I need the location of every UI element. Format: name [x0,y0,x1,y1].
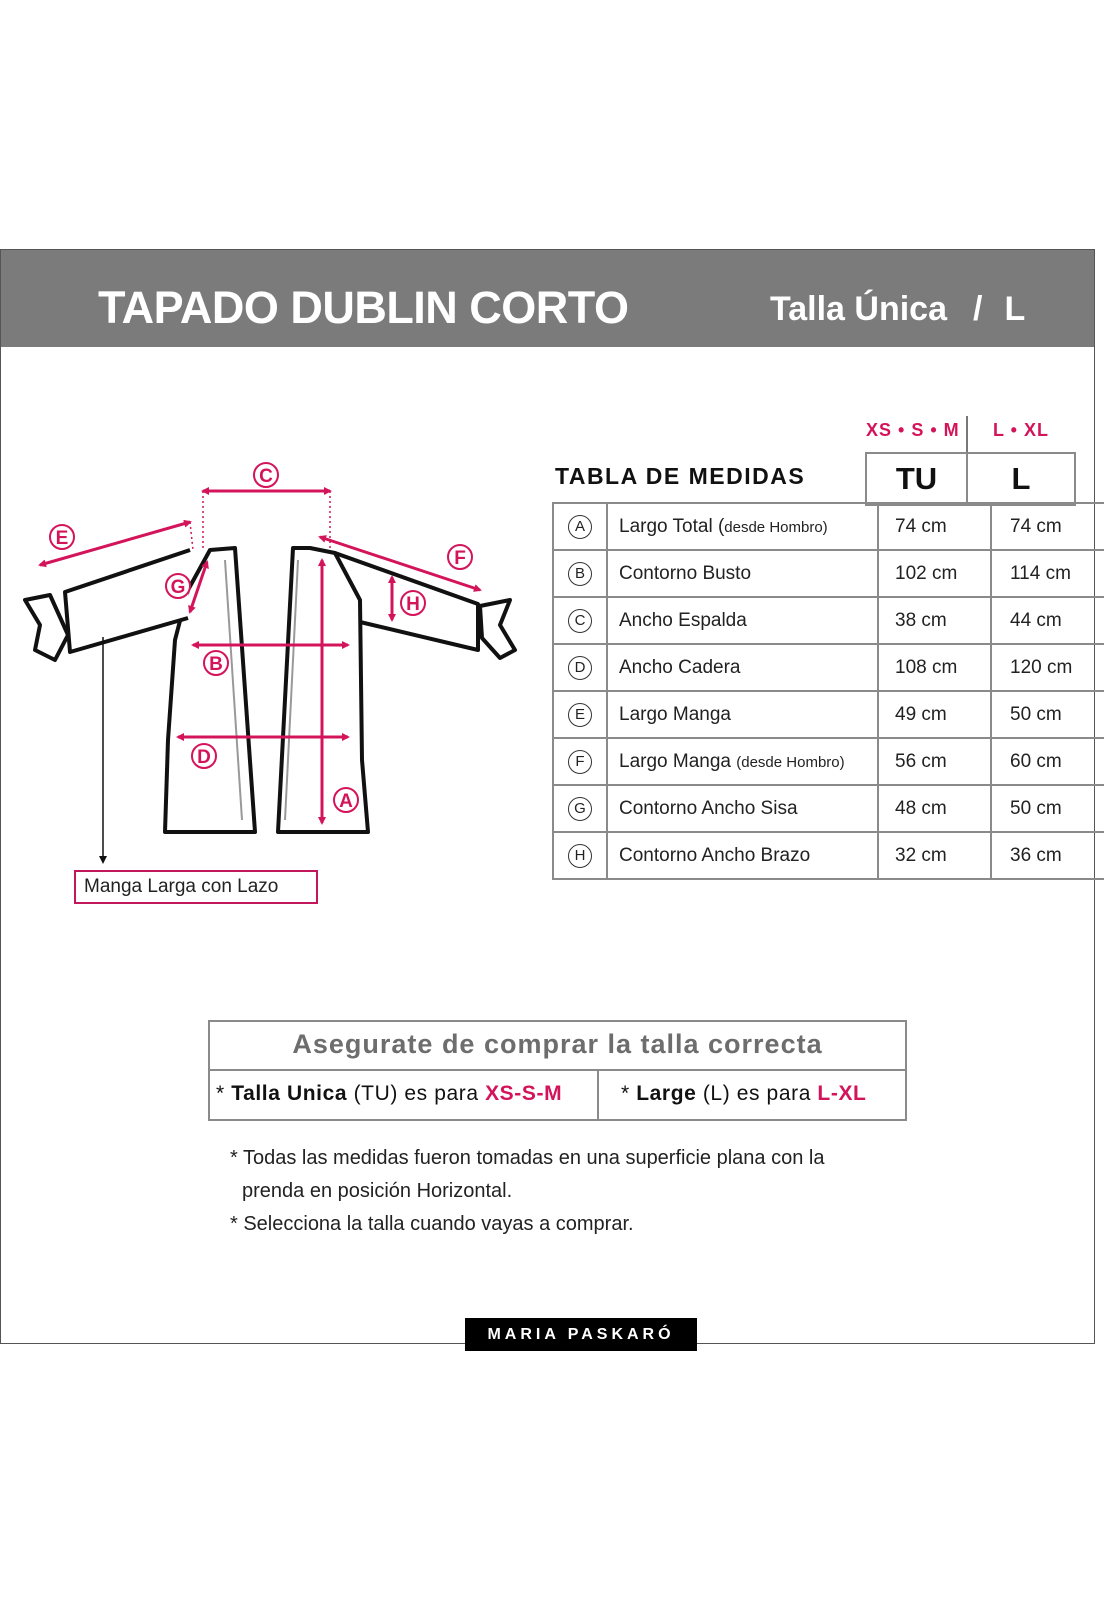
tu-size-range: XS • S • M [866,420,960,440]
marker-c-label: C [259,466,273,487]
row-label-cell [607,832,878,879]
product-title: TAPADO DUBLIN CORTO [98,282,629,333]
table-row [553,691,1104,738]
table-row [553,644,1104,691]
row-letter-badge: B [568,562,592,586]
row-letter-cell [553,597,607,644]
guidance-title: Asegurate de comprar la talla correcta [210,1022,905,1071]
guidance-tu-text: (TU) es para [347,1082,486,1105]
guidance-l-range: L-XL [817,1082,867,1105]
row-letter-cell [553,644,607,691]
row-value-l: 50 cm [991,691,1104,738]
guidance-l-prefix: * [621,1082,637,1105]
table-row [553,785,1104,832]
table-row [553,738,1104,785]
row-label: Largo Manga [619,703,731,725]
size-range-divider [966,416,968,452]
size-separator: / [973,290,983,328]
table-row [553,832,1104,879]
row-letter-cell [553,738,607,785]
guidance-tu [210,1071,599,1119]
guidance-tu-name: Talla Unica [231,1082,348,1105]
garment-diagram [0,440,540,910]
sleeve-callout: Manga Larga con Lazo [74,870,318,904]
row-letter-cell [553,550,607,597]
size-two-label: L [1004,290,1026,328]
row-letter-badge: G [568,797,592,821]
row-letter-badge: E [568,703,592,727]
guidance-l-text: (L) es para [696,1082,818,1105]
row-label: Largo Total ( [619,515,725,537]
row-value-l: 114 cm [991,550,1104,597]
marker-g [166,574,190,598]
measurement-notes [230,1142,824,1241]
table-row [553,597,1104,644]
row-label-cell [607,644,878,691]
row-value-l: 44 cm [991,597,1104,644]
marker-f [448,545,472,569]
table-title: TABLA DE MEDIDAS [555,463,806,489]
row-value-tu: 74 cm [878,503,991,550]
row-label-cell [607,738,878,785]
row-label-cell [607,785,878,832]
row-value-tu: 49 cm [878,691,991,738]
row-label: Contorno Ancho Brazo [619,844,811,866]
guidance-tu-prefix: * [216,1082,232,1105]
row-letter-cell [553,785,607,832]
row-label-note: desde Hombro) [724,518,828,536]
guidance-l-name: Large [636,1082,697,1105]
marker-f-label: F [454,548,466,569]
row-letter-cell [553,503,607,550]
row-letter-cell [553,832,607,879]
note-line-1: * Todas las medidas fueron tomadas en una superficie plana con la [230,1147,825,1169]
available-sizes [770,290,1025,329]
row-letter-badge: D [568,656,592,680]
marker-g-label: G [170,577,186,598]
row-label-cell [607,597,878,644]
marker-h-label: H [406,594,420,615]
size-guidance-box [208,1020,907,1121]
measurements-table [552,502,1104,880]
row-label-cell [607,503,878,550]
marker-d-label: D [197,747,211,768]
row-label: Largo Manga [619,750,737,772]
row-label-cell [607,550,878,597]
row-value-tu: 38 cm [878,597,991,644]
guidance-tu-range: XS-S-M [485,1082,563,1105]
row-value-tu: 108 cm [878,644,991,691]
marker-c [254,463,278,487]
brand-logo: MARIA PASKARÓ [465,1318,697,1351]
guidance-l [599,1071,905,1119]
row-value-l: 36 cm [991,832,1104,879]
row-letter-badge: C [568,609,592,633]
marker-a-label: A [339,791,353,812]
row-value-tu: 56 cm [878,738,991,785]
row-value-l: 120 cm [991,644,1104,691]
row-label: Contorno Ancho Sisa [619,797,798,819]
marker-d [192,744,216,768]
marker-a [334,788,358,812]
row-value-l: 74 cm [991,503,1104,550]
column-header-l: L [966,452,1076,506]
marker-b-label: B [209,654,223,675]
row-letter-badge: H [568,844,592,868]
marker-e [50,525,74,549]
row-label: Ancho Cadera [619,656,741,678]
table-row [553,550,1104,597]
l-size-range: L • XL [993,420,1049,440]
note-line-2: prenda en posición Horizontal. [242,1180,513,1202]
row-label: Ancho Espalda [619,609,747,631]
row-letter-cell [553,691,607,738]
reference-dotted-lines [190,491,330,550]
row-label: Contorno Busto [619,562,752,584]
row-value-l: 60 cm [991,738,1104,785]
row-letter-badge: F [568,750,592,774]
marker-b [204,651,228,675]
size-one-label: Talla Única [770,290,947,328]
row-value-tu: 102 cm [878,550,991,597]
marker-h [401,591,425,615]
marker-e-label: E [55,528,69,549]
row-value-tu: 48 cm [878,785,991,832]
table-row [553,503,1104,550]
coat-outline [25,548,515,832]
row-value-tu: 32 cm [878,832,991,879]
note-line-3: * Selecciona la talla cuando vayas a comprar. [230,1213,634,1235]
column-header-tu: TU [865,452,968,506]
row-value-l: 50 cm [991,785,1104,832]
row-label-note: (desde Hombro) [736,753,845,771]
row-label-cell [607,691,878,738]
measurement-lines [40,491,480,823]
row-letter-badge: A [568,515,592,539]
